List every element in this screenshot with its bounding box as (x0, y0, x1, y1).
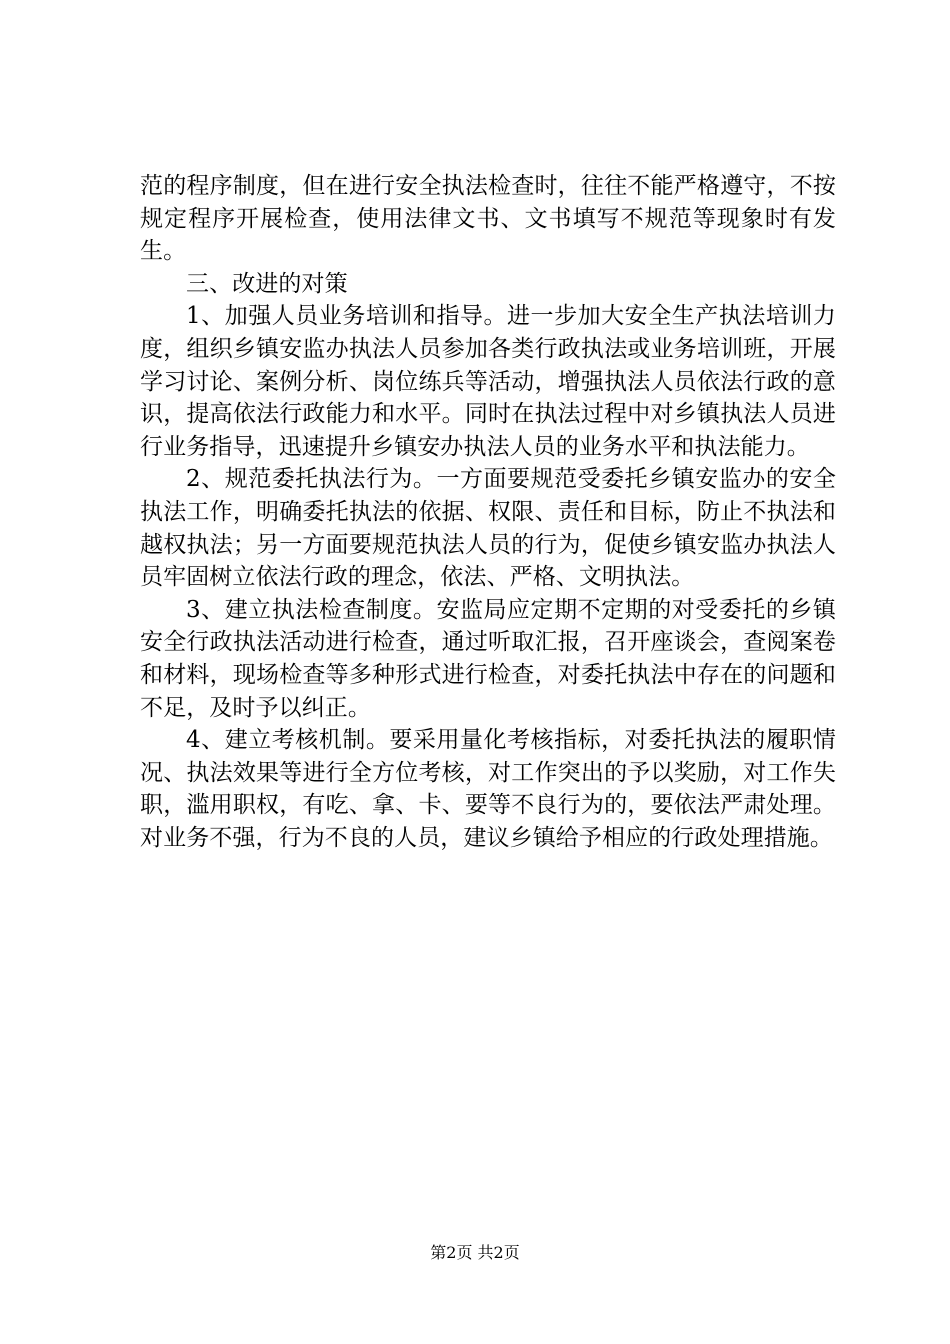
page-footer: 第2页 共2页 (430, 1243, 520, 1262)
document-body (140, 170, 836, 854)
paragraph-item-2: 2、规范委托执法行为。一方面要规范受委托乡镇安监办的安全执法工作，明确委托执法的依据、权限、责任和目标，防止不执法和越权执法；另一方面要规范执法人员的行为，促使乡镇安监办执法人员牢固树立依法行政的理念，依法、严格、文明执法。 (140, 466, 836, 591)
paragraph-item-3: 3、建立执法检查制度。安监局应定期不定期的对受委托的乡镇安全行政执法活动进行检查，通过听取汇报，召开座谈会，查阅案卷和材料，现场检查等多种形式进行检查，对委托执法中存在的问题和不足，及时予以纠正。 (140, 596, 836, 721)
paragraph-item-1: 1、加强人员业务培训和指导。进一步加大安全生产执法培训力度，组织乡镇安监办执法人员参加各类行政执法或业务培训班，开展学习讨论、案例分析、岗位练兵等活动，增强执法人员依法行政的意识，提高依法行政能力和水平。同时在执法过程中对乡镇执法人员进行业务指导，迅速提升乡镇安办执法人员的业务水平和执法能力。 (140, 303, 836, 460)
paragraph-item-4: 4、建立考核机制。要采用量化考核指标，对委托执法的履职情况、执法效果等进行全方位考核，对工作突出的予以奖励，对工作失职，滥用职权，有吃、拿、卡、要等不良行为的，要依法严肃处理。对业务不强，行为不良的人员，建议乡镇给予相应的行政处理措施。 (140, 727, 836, 851)
paragraph-continuation: 范的程序制度，但在进行安全执法检查时，往往不能严格遵守，不按规定程序开展检查，使用法律文书、文书填写不规范等现象时有发生。 (140, 173, 836, 265)
section-heading: 三、改进的对策 (186, 270, 348, 297)
